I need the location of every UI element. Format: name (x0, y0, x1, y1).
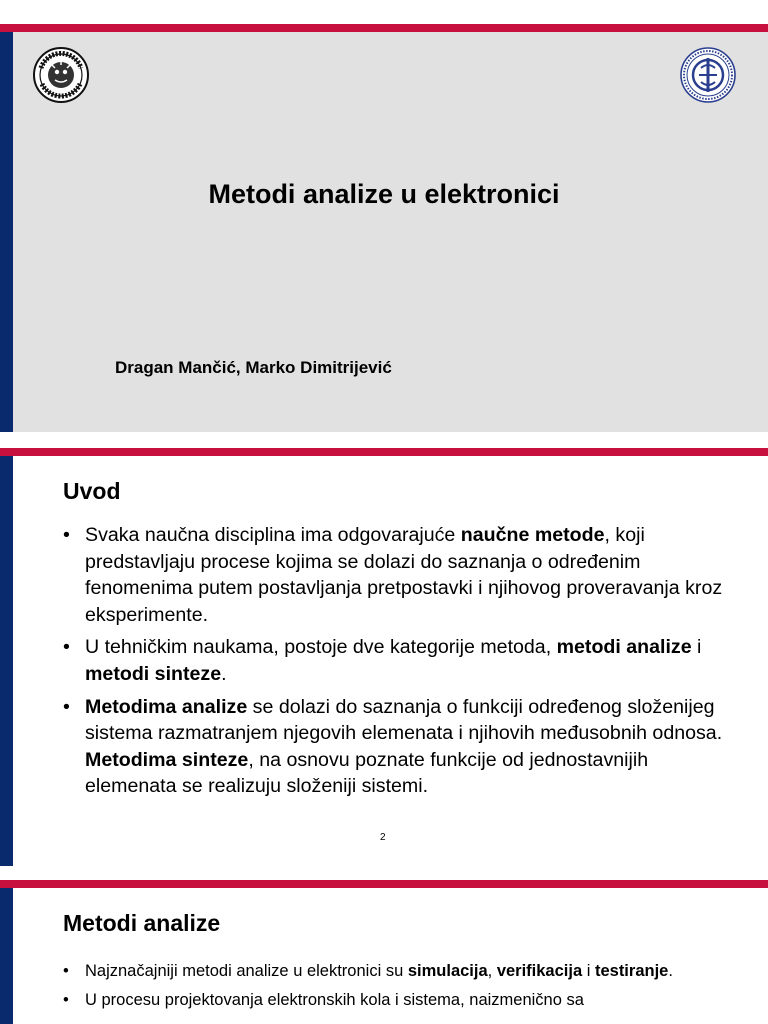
bullet-item (63, 634, 734, 687)
bullet-item (63, 522, 734, 628)
bullet-text: U procesu projektovanja elektronskih kola i sistema, naizmenično sa (85, 991, 584, 1009)
bullet-text: i (582, 962, 595, 980)
bold-term: testiranje (594, 962, 669, 980)
bullet-list (63, 522, 734, 806)
authors: Dragan Mančić, Marko Dimitrijević (115, 358, 392, 377)
bullet-text: , na osnovu poznate funkcije od jednostavnijih elemenata se realizuju složeniji sistemi. (85, 748, 649, 798)
slide-heading: Metodi analize (63, 910, 221, 936)
faculty-emblem-icon (679, 46, 737, 104)
bullet-text: se dolazi do saznanja o funkciji određenog složenijeg sistema razmatranjem njegovih elemenata i njihovih međusobnih odnosa. (85, 695, 723, 745)
bullet-text: i (691, 636, 702, 659)
slide-heading: Uvod (63, 478, 121, 504)
methods-slide (0, 880, 768, 1024)
intro-slide (0, 448, 768, 866)
page-number: 2 (380, 832, 386, 843)
slide-side-bar (0, 32, 13, 432)
slide-side-bar (0, 888, 13, 1024)
bullet-text: , koji predstavljaju procese kojima se dolazi do saznanja o određenim fenomenima putem postavljanja pretpostavki i njihovog proveravanja kroz eksperimente. (85, 524, 723, 626)
slide-title: Metodi analize u elektronici (208, 179, 560, 209)
bold-term: Metodima analize (85, 695, 248, 718)
title-slide (0, 24, 768, 432)
bullet-text: . (221, 662, 227, 685)
bullet-list (63, 960, 734, 1018)
bold-term: Metodima sinteze (85, 748, 249, 771)
bold-term: metodi analize (556, 636, 692, 659)
bold-term: metodi sinteze (85, 662, 222, 685)
bold-term: verifikacija (496, 962, 583, 980)
bold-term: simulacija (407, 962, 488, 980)
bullet-item (63, 960, 734, 983)
slide-accent-bar (0, 448, 768, 456)
bold-term: naučne metode (460, 524, 605, 546)
bullet-text: Svaka naučna disciplina ima odgovarajuće (85, 524, 461, 546)
slide-accent-bar (0, 880, 768, 888)
bullet-item (63, 694, 734, 800)
bullet-item (63, 989, 734, 1012)
bullet-text: U tehničkim naukama, postoje dve kategorije metoda, (85, 636, 557, 659)
university-seal-icon (33, 46, 89, 104)
bullet-text: . (668, 962, 673, 980)
bullet-text: Najznačajniji metodi analize u elektronici su (85, 962, 408, 980)
slide-side-bar (0, 456, 13, 866)
slide-accent-bar (0, 24, 768, 32)
bullet-text: , (487, 962, 497, 980)
